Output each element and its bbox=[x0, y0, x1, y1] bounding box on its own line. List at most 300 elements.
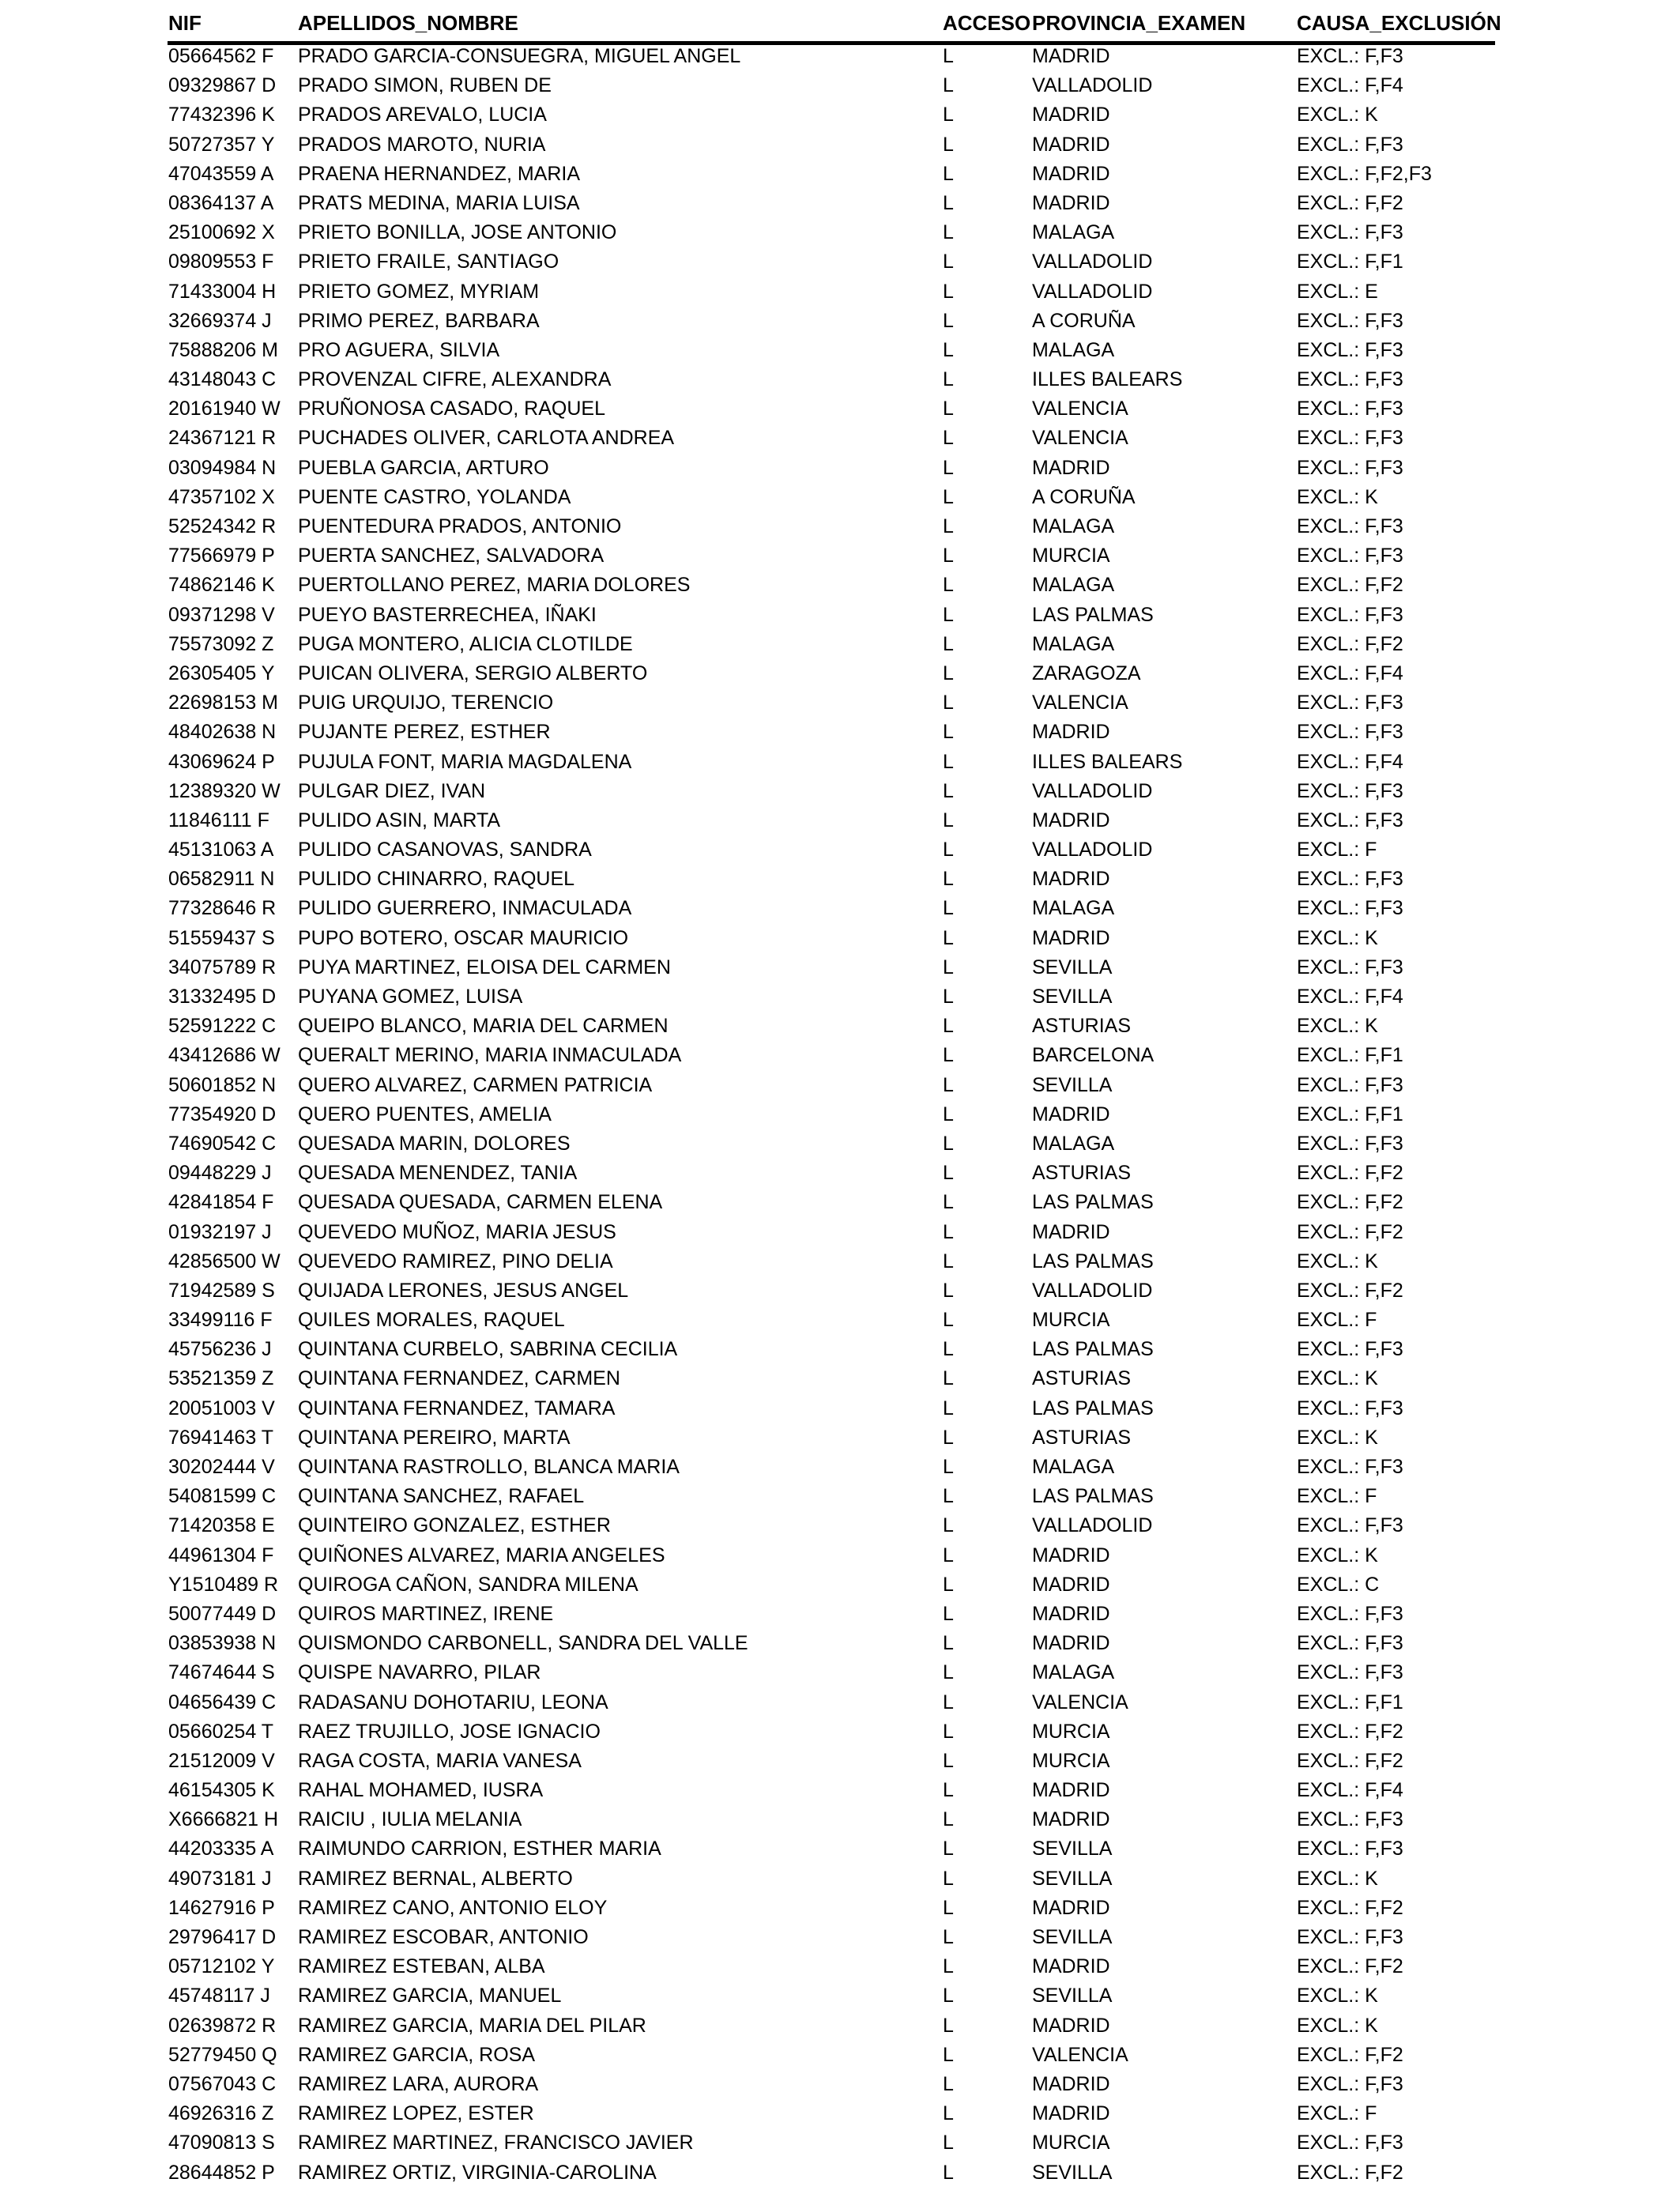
cell-acceso: L bbox=[943, 1955, 954, 1978]
cell-causa-exclusion: EXCL.: F,F3 bbox=[1297, 2132, 1403, 2154]
cell-acceso: L bbox=[943, 191, 954, 214]
cell-causa-exclusion: EXCL.: F,F3 bbox=[1297, 692, 1403, 714]
cell-causa-exclusion: EXCL.: F,F3 bbox=[1297, 1456, 1403, 1478]
cell-provincia-examen: MADRID bbox=[1032, 809, 1110, 831]
cell-provincia-examen: VALENCIA bbox=[1032, 692, 1128, 714]
table-row bbox=[0, 1188, 1680, 1217]
cell-provincia-examen: MADRID bbox=[1032, 1103, 1110, 1125]
table-row bbox=[0, 1335, 1680, 1364]
cell-nif: 47090813 S bbox=[168, 2132, 275, 2154]
cell-provincia-examen: MADRID bbox=[1032, 456, 1110, 479]
cell-acceso: L bbox=[943, 104, 954, 126]
cell-provincia-examen: LAS PALMAS bbox=[1032, 1191, 1154, 1214]
cell-provincia-examen: MADRID bbox=[1032, 1602, 1110, 1625]
table-row bbox=[0, 541, 1680, 571]
cell-causa-exclusion: EXCL.: F,F3 bbox=[1297, 897, 1403, 920]
cell-causa-exclusion: EXCL.: F,F3 bbox=[1297, 309, 1403, 332]
cell-provincia-examen: SEVILLA bbox=[1032, 1867, 1113, 1890]
cell-causa-exclusion: EXCL.: F,F2 bbox=[1297, 2043, 1403, 2066]
table-row bbox=[0, 748, 1680, 777]
cell-nif: 77328646 R bbox=[168, 897, 277, 920]
cell-causa-exclusion: EXCL.: F,F3 bbox=[1297, 1661, 1403, 1684]
cell-nif: 28644852 P bbox=[168, 2161, 275, 2184]
cell-acceso: L bbox=[943, 1485, 954, 1508]
cell-acceso: L bbox=[943, 897, 954, 920]
table-row bbox=[0, 2041, 1680, 2070]
cell-acceso: L bbox=[943, 515, 954, 537]
cell-provincia-examen: MALAGA bbox=[1032, 1132, 1115, 1155]
cell-causa-exclusion: EXCL.: F,F3 bbox=[1297, 1397, 1403, 1419]
cell-apellidos-nombre: RAIMUNDO CARRION, ESTHER MARIA bbox=[298, 1838, 661, 1860]
cell-nif: 50601852 N bbox=[168, 1073, 277, 1096]
cell-nif: X6666821 H bbox=[168, 1808, 279, 1831]
cell-apellidos-nombre: RAMIREZ MARTINEZ, FRANCISCO JAVIER bbox=[298, 2132, 694, 2154]
cell-provincia-examen: ASTURIAS bbox=[1032, 1426, 1132, 1449]
cell-nif: 31332495 D bbox=[168, 986, 277, 1008]
cell-provincia-examen: MADRID bbox=[1032, 1544, 1110, 1566]
cell-provincia-examen: LAS PALMAS bbox=[1032, 1250, 1154, 1272]
cell-causa-exclusion: EXCL.: K bbox=[1297, 2014, 1378, 2037]
cell-acceso: L bbox=[943, 1779, 954, 1802]
table-row bbox=[0, 424, 1680, 453]
cell-acceso: L bbox=[943, 1397, 954, 1419]
cell-nif: 45131063 A bbox=[168, 839, 274, 861]
cell-acceso: L bbox=[943, 1749, 954, 1772]
cell-causa-exclusion: EXCL.: F,F3 bbox=[1297, 809, 1403, 831]
table-row bbox=[0, 1453, 1680, 1482]
cell-acceso: L bbox=[943, 1926, 954, 1948]
cell-provincia-examen: MURCIA bbox=[1032, 1749, 1110, 1772]
cell-acceso: L bbox=[943, 868, 954, 891]
cell-provincia-examen: VALLADOLID bbox=[1032, 251, 1153, 273]
cell-causa-exclusion: EXCL.: F bbox=[1297, 1309, 1377, 1332]
cell-apellidos-nombre: RAICIU , IULIA MELANIA bbox=[298, 1808, 522, 1831]
cell-nif: 44961304 F bbox=[168, 1544, 274, 1566]
cell-nif: 77354920 D bbox=[168, 1103, 277, 1125]
cell-nif: 25100692 X bbox=[168, 221, 275, 244]
cell-provincia-examen: VALENCIA bbox=[1032, 427, 1128, 450]
cell-nif: 34075789 R bbox=[168, 956, 277, 978]
table-row bbox=[0, 1717, 1680, 1747]
table-row bbox=[0, 160, 1680, 189]
cell-acceso: L bbox=[943, 280, 954, 303]
cell-nif: 44203335 A bbox=[168, 1838, 274, 1860]
table-row bbox=[0, 777, 1680, 806]
cell-causa-exclusion: EXCL.: F,F3 bbox=[1297, 515, 1403, 537]
cell-provincia-examen: MADRID bbox=[1032, 868, 1110, 891]
cell-apellidos-nombre: QUIROGA CAÑON, SANDRA MILENA bbox=[298, 1573, 638, 1596]
cell-nif: 09448229 J bbox=[168, 1162, 272, 1185]
cell-apellidos-nombre: PRADOS AREVALO, LUCIA bbox=[298, 104, 547, 126]
cell-acceso: L bbox=[943, 1367, 954, 1390]
table-row bbox=[0, 718, 1680, 747]
table-row bbox=[0, 1894, 1680, 1923]
cell-apellidos-nombre: QUISMONDO CARBONELL, SANDRA DEL VALLE bbox=[298, 1632, 748, 1655]
cell-acceso: L bbox=[943, 986, 954, 1008]
cell-provincia-examen: ASTURIAS bbox=[1032, 1367, 1132, 1390]
table-row bbox=[0, 1100, 1680, 1129]
table-row bbox=[0, 894, 1680, 923]
cell-apellidos-nombre: QUERO ALVAREZ, CARMEN PATRICIA bbox=[298, 1073, 653, 1096]
cell-nif: 52524342 R bbox=[168, 515, 277, 537]
cell-acceso: L bbox=[943, 456, 954, 479]
table-row bbox=[0, 1688, 1680, 1717]
table-row bbox=[0, 1306, 1680, 1335]
cell-apellidos-nombre: RAHAL MOHAMED, IUSRA bbox=[298, 1779, 544, 1802]
cell-provincia-examen: SEVILLA bbox=[1032, 1838, 1113, 1860]
cell-nif: 50077449 D bbox=[168, 1602, 277, 1625]
cell-nif: 71433004 H bbox=[168, 280, 277, 303]
cell-apellidos-nombre: RAMIREZ BERNAL, ALBERTO bbox=[298, 1867, 573, 1890]
table-row bbox=[0, 1071, 1680, 1100]
cell-apellidos-nombre: PUPO BOTERO, OSCAR MAURICIO bbox=[298, 926, 629, 949]
cell-apellidos-nombre: QUINTANA FERNANDEZ, TAMARA bbox=[298, 1397, 616, 1419]
table-row bbox=[0, 1981, 1680, 2011]
cell-apellidos-nombre: QUESADA MENENDEZ, TANIA bbox=[298, 1162, 578, 1185]
table-row bbox=[0, 835, 1680, 865]
cell-apellidos-nombre: RAMIREZ LOPEZ, ESTER bbox=[298, 2102, 534, 2125]
cell-nif: 46154305 K bbox=[168, 1779, 275, 1802]
table-row bbox=[0, 218, 1680, 247]
cell-acceso: L bbox=[943, 603, 954, 626]
cell-nif: 21512009 V bbox=[168, 1749, 275, 1772]
cell-apellidos-nombre: QUIÑONES ALVAREZ, MARIA ANGELES bbox=[298, 1544, 665, 1566]
table-row bbox=[0, 1218, 1680, 1247]
cell-nif: 77432396 K bbox=[168, 104, 275, 126]
cell-apellidos-nombre: PRIETO GOMEZ, MYRIAM bbox=[298, 280, 540, 303]
cell-acceso: L bbox=[943, 1808, 954, 1831]
cell-acceso: L bbox=[943, 662, 954, 684]
table-row bbox=[0, 2011, 1680, 2041]
cell-causa-exclusion: EXCL.: F,F3 bbox=[1297, 1838, 1403, 1860]
cell-provincia-examen: MADRID bbox=[1032, 2072, 1110, 2095]
cell-causa-exclusion: EXCL.: K bbox=[1297, 926, 1378, 949]
cell-provincia-examen: MALAGA bbox=[1032, 574, 1115, 597]
cell-apellidos-nombre: QUIROS MARTINEZ, IRENE bbox=[298, 1602, 554, 1625]
cell-causa-exclusion: EXCL.: K bbox=[1297, 1867, 1378, 1890]
table-row bbox=[0, 1012, 1680, 1041]
table-row bbox=[0, 1394, 1680, 1423]
table-row bbox=[0, 1159, 1680, 1188]
cell-provincia-examen: SEVILLA bbox=[1032, 986, 1113, 1008]
cell-causa-exclusion: EXCL.: F,F1 bbox=[1297, 1044, 1403, 1067]
table-row bbox=[0, 1129, 1680, 1159]
cell-apellidos-nombre: PRO AGUERA, SILVIA bbox=[298, 338, 500, 361]
cell-causa-exclusion: EXCL.: F,F2 bbox=[1297, 1955, 1403, 1978]
cell-apellidos-nombre: PUERTOLLANO PEREZ, MARIA DOLORES bbox=[298, 574, 691, 597]
table-row bbox=[0, 1247, 1680, 1276]
cell-acceso: L bbox=[943, 1338, 954, 1361]
cell-causa-exclusion: EXCL.: F,F3 bbox=[1297, 1132, 1403, 1155]
cell-nif: 48402638 N bbox=[168, 721, 277, 744]
cell-apellidos-nombre: PRIETO BONILLA, JOSE ANTONIO bbox=[298, 221, 617, 244]
cell-acceso: L bbox=[943, 1838, 954, 1860]
cell-causa-exclusion: EXCL.: F,F3 bbox=[1297, 427, 1403, 450]
cell-provincia-examen: MADRID bbox=[1032, 2014, 1110, 2037]
cell-acceso: L bbox=[943, 133, 954, 156]
table-header bbox=[168, 8, 1501, 45]
cell-apellidos-nombre: PUEBLA GARCIA, ARTURO bbox=[298, 456, 549, 479]
cell-apellidos-nombre: PUENTEDURA PRADOS, ANTONIO bbox=[298, 515, 622, 537]
cell-acceso: L bbox=[943, 750, 954, 773]
cell-causa-exclusion: EXCL.: F,F4 bbox=[1297, 662, 1403, 684]
table-row bbox=[0, 2099, 1680, 2128]
cell-apellidos-nombre: PUYANA GOMEZ, LUISA bbox=[298, 986, 523, 1008]
cell-acceso: L bbox=[943, 721, 954, 744]
table-row bbox=[0, 1834, 1680, 1864]
cell-provincia-examen: MADRID bbox=[1032, 1955, 1110, 1978]
cell-acceso: L bbox=[943, 1661, 954, 1684]
cell-causa-exclusion: EXCL.: F,F3 bbox=[1297, 1514, 1403, 1537]
cell-causa-exclusion: EXCL.: F,F1 bbox=[1297, 1691, 1403, 1713]
cell-nif: 05664562 F bbox=[168, 45, 274, 67]
cell-causa-exclusion: EXCL.: F,F3 bbox=[1297, 868, 1403, 891]
table-row bbox=[0, 394, 1680, 424]
cell-provincia-examen: MALAGA bbox=[1032, 632, 1115, 655]
cell-causa-exclusion: EXCL.: K bbox=[1297, 1015, 1378, 1038]
cell-acceso: L bbox=[943, 162, 954, 185]
cell-causa-exclusion: EXCL.: F,F3 bbox=[1297, 1632, 1403, 1655]
cell-acceso: L bbox=[943, 1044, 954, 1067]
cell-nif: 26305405 Y bbox=[168, 662, 275, 684]
cell-apellidos-nombre: QUINTANA SANCHEZ, RAFAEL bbox=[298, 1485, 585, 1508]
cell-provincia-examen: MADRID bbox=[1032, 191, 1110, 214]
cell-provincia-examen: ASTURIAS bbox=[1032, 1162, 1132, 1185]
cell-acceso: L bbox=[943, 2132, 954, 2154]
cell-acceso: L bbox=[943, 1691, 954, 1713]
cell-nif: 74862146 K bbox=[168, 574, 275, 597]
cell-nif: 01932197 J bbox=[168, 1220, 272, 1243]
table-row bbox=[0, 688, 1680, 718]
cell-causa-exclusion: EXCL.: E bbox=[1297, 280, 1378, 303]
cell-provincia-examen: SEVILLA bbox=[1032, 1985, 1113, 2007]
cell-provincia-examen: ASTURIAS bbox=[1032, 1015, 1132, 1038]
table-row bbox=[0, 189, 1680, 218]
cell-causa-exclusion: EXCL.: K bbox=[1297, 485, 1378, 508]
cell-nif: 11846111 F bbox=[168, 809, 269, 831]
cell-provincia-examen: MALAGA bbox=[1032, 515, 1115, 537]
cell-apellidos-nombre: PRAENA HERNANDEZ, MARIA bbox=[298, 162, 581, 185]
cell-provincia-examen: VALLADOLID bbox=[1032, 779, 1153, 802]
cell-provincia-examen: VALLADOLID bbox=[1032, 1514, 1153, 1537]
table-row bbox=[0, 2158, 1680, 2188]
cell-apellidos-nombre: PUIG URQUIJO, TERENCIO bbox=[298, 692, 554, 714]
cell-nif: 43148043 C bbox=[168, 368, 277, 391]
table-row bbox=[0, 659, 1680, 688]
cell-causa-exclusion: EXCL.: F,F2 bbox=[1297, 1191, 1403, 1214]
cell-causa-exclusion: EXCL.: F,F4 bbox=[1297, 986, 1403, 1008]
cell-apellidos-nombre: PUGA MONTERO, ALICIA CLOTILDE bbox=[298, 632, 633, 655]
cell-causa-exclusion: EXCL.: F,F3 bbox=[1297, 398, 1403, 420]
cell-acceso: L bbox=[943, 1132, 954, 1155]
cell-nif: 46926316 Z bbox=[168, 2102, 274, 2125]
cell-apellidos-nombre: QUEVEDO MUÑOZ, MARIA JESUS bbox=[298, 1220, 616, 1243]
cell-provincia-examen: MADRID bbox=[1032, 45, 1110, 67]
cell-acceso: L bbox=[943, 956, 954, 978]
cell-provincia-examen: VALLADOLID bbox=[1032, 280, 1153, 303]
cell-acceso: L bbox=[943, 427, 954, 450]
cell-acceso: L bbox=[943, 338, 954, 361]
cell-provincia-examen: MADRID bbox=[1032, 1632, 1110, 1655]
cell-causa-exclusion: EXCL.: F,F3 bbox=[1297, 1073, 1403, 1096]
cell-acceso: L bbox=[943, 632, 954, 655]
cell-apellidos-nombre: PROVENZAL CIFRE, ALEXANDRA bbox=[298, 368, 612, 391]
cell-apellidos-nombre: PRIMO PEREZ, BARBARA bbox=[298, 309, 540, 332]
cell-apellidos-nombre: RAEZ TRUJILLO, JOSE IGNACIO bbox=[298, 1720, 601, 1743]
cell-nif: 14627916 P bbox=[168, 1896, 275, 1919]
cell-acceso: L bbox=[943, 1544, 954, 1566]
cell-acceso: L bbox=[943, 1632, 954, 1655]
cell-acceso: L bbox=[943, 398, 954, 420]
cell-acceso: L bbox=[943, 2072, 954, 2095]
cell-acceso: L bbox=[943, 74, 954, 97]
cell-acceso: L bbox=[943, 1073, 954, 1096]
cell-provincia-examen: MADRID bbox=[1032, 1896, 1110, 1919]
cell-causa-exclusion: EXCL.: F,F3 bbox=[1297, 1602, 1403, 1625]
cell-apellidos-nombre: QUEIPO BLANCO, MARIA DEL CARMEN bbox=[298, 1015, 669, 1038]
cell-nif: 02639872 R bbox=[168, 2014, 277, 2037]
cell-causa-exclusion: EXCL.: F,F3 bbox=[1297, 1808, 1403, 1831]
cell-acceso: L bbox=[943, 574, 954, 597]
cell-nif: 03853938 N bbox=[168, 1632, 277, 1655]
cell-nif: 75573092 Z bbox=[168, 632, 274, 655]
cell-apellidos-nombre: QUEVEDO RAMIREZ, PINO DELIA bbox=[298, 1250, 613, 1272]
cell-provincia-examen: MALAGA bbox=[1032, 1661, 1115, 1684]
cell-apellidos-nombre: RAGA COSTA, MARIA VANESA bbox=[298, 1749, 582, 1772]
cell-provincia-examen: MADRID bbox=[1032, 133, 1110, 156]
cell-causa-exclusion: EXCL.: F bbox=[1297, 1485, 1377, 1508]
cell-causa-exclusion: EXCL.: F,F2 bbox=[1297, 1749, 1403, 1772]
cell-acceso: L bbox=[943, 1896, 954, 1919]
cell-nif: 20051003 V bbox=[168, 1397, 275, 1419]
cell-nif: 24367121 R bbox=[168, 427, 277, 450]
cell-causa-exclusion: EXCL.: F,F3 bbox=[1297, 45, 1403, 67]
cell-nif: 51559437 S bbox=[168, 926, 275, 949]
cell-apellidos-nombre: RAMIREZ ESCOBAR, ANTONIO bbox=[298, 1926, 589, 1948]
header-provincia-examen: PROVINCIA_EXAMEN bbox=[1032, 11, 1246, 35]
cell-provincia-examen: SEVILLA bbox=[1032, 956, 1113, 978]
cell-apellidos-nombre: PRUÑONOSA CASADO, RAQUEL bbox=[298, 398, 605, 420]
table-row bbox=[0, 512, 1680, 541]
cell-apellidos-nombre: PRADO GARCIA-CONSUEGRA, MIGUEL ANGEL bbox=[298, 45, 741, 67]
table-row bbox=[0, 1570, 1680, 1600]
cell-provincia-examen: VALENCIA bbox=[1032, 2043, 1128, 2066]
cell-causa-exclusion: EXCL.: F,F2 bbox=[1297, 1896, 1403, 1919]
cell-apellidos-nombre: RAMIREZ GARCIA, ROSA bbox=[298, 2043, 536, 2066]
cell-causa-exclusion: EXCL.: K bbox=[1297, 1985, 1378, 2007]
cell-acceso: L bbox=[943, 839, 954, 861]
cell-nif: 12389320 W bbox=[168, 779, 281, 802]
cell-apellidos-nombre: PUERTA SANCHEZ, SALVADORA bbox=[298, 545, 605, 567]
cell-acceso: L bbox=[943, 1191, 954, 1214]
cell-acceso: L bbox=[943, 1015, 954, 1038]
table-row bbox=[0, 1423, 1680, 1453]
cell-acceso: L bbox=[943, 1867, 954, 1890]
cell-nif: 52591222 C bbox=[168, 1015, 277, 1038]
cell-apellidos-nombre: RAMIREZ GARCIA, MANUEL bbox=[298, 1985, 562, 2007]
header-nif: NIF bbox=[168, 11, 202, 35]
cell-causa-exclusion: EXCL.: F,F3 bbox=[1297, 603, 1403, 626]
cell-nif: Y1510489 R bbox=[168, 1573, 279, 1596]
cell-acceso: L bbox=[943, 2014, 954, 2037]
table-row bbox=[0, 630, 1680, 659]
cell-nif: 43412686 W bbox=[168, 1044, 281, 1067]
cell-causa-exclusion: EXCL.: F,F2 bbox=[1297, 574, 1403, 597]
cell-acceso: L bbox=[943, 485, 954, 508]
table-row bbox=[0, 806, 1680, 835]
cell-nif: 54081599 C bbox=[168, 1485, 277, 1508]
table-row bbox=[0, 1629, 1680, 1658]
cell-acceso: L bbox=[943, 1573, 954, 1596]
cell-apellidos-nombre: QUESADA QUESADA, CARMEN ELENA bbox=[298, 1191, 663, 1214]
cell-apellidos-nombre: PUEYO BASTERRECHEA, IÑAKI bbox=[298, 603, 597, 626]
cell-apellidos-nombre: QUERALT MERINO, MARIA INMACULADA bbox=[298, 1044, 682, 1067]
table-row bbox=[0, 1658, 1680, 1687]
cell-causa-exclusion: EXCL.: F,F3 bbox=[1297, 368, 1403, 391]
cell-nif: 74690542 C bbox=[168, 1132, 277, 1155]
table-row bbox=[0, 1805, 1680, 1834]
cell-provincia-examen: VALENCIA bbox=[1032, 398, 1128, 420]
cell-apellidos-nombre: PULIDO CHINARRO, RAQUEL bbox=[298, 868, 575, 891]
cell-acceso: L bbox=[943, 45, 954, 67]
cell-acceso: L bbox=[943, 368, 954, 391]
cell-apellidos-nombre: RAMIREZ CANO, ANTONIO ELOY bbox=[298, 1896, 608, 1919]
cell-causa-exclusion: EXCL.: F,F3 bbox=[1297, 133, 1403, 156]
cell-acceso: L bbox=[943, 251, 954, 273]
table-row bbox=[0, 71, 1680, 100]
table-row bbox=[0, 454, 1680, 483]
cell-apellidos-nombre: PUICAN OLIVERA, SERGIO ALBERTO bbox=[298, 662, 648, 684]
table-row bbox=[0, 130, 1680, 160]
table-row bbox=[0, 1276, 1680, 1306]
cell-provincia-examen: SEVILLA bbox=[1032, 1926, 1113, 1948]
table-row bbox=[0, 336, 1680, 365]
cell-acceso: L bbox=[943, 1103, 954, 1125]
cell-nif: 47043559 A bbox=[168, 162, 274, 185]
cell-nif: 04656439 C bbox=[168, 1691, 277, 1713]
cell-provincia-examen: MADRID bbox=[1032, 1573, 1110, 1596]
table-row bbox=[0, 483, 1680, 512]
cell-causa-exclusion: EXCL.: F,F1 bbox=[1297, 1103, 1403, 1125]
cell-causa-exclusion: EXCL.: F,F1 bbox=[1297, 251, 1403, 273]
cell-nif: 71942589 S bbox=[168, 1279, 275, 1302]
table-row bbox=[0, 42, 1680, 71]
cell-provincia-examen: MALAGA bbox=[1032, 897, 1115, 920]
table-row bbox=[0, 1952, 1680, 1981]
cell-nif: 06582911 N bbox=[168, 868, 275, 891]
table-row bbox=[0, 247, 1680, 277]
cell-nif: 03094984 N bbox=[168, 456, 277, 479]
cell-provincia-examen: MALAGA bbox=[1032, 221, 1115, 244]
cell-nif: 77566979 P bbox=[168, 545, 275, 567]
cell-provincia-examen: VALLADOLID bbox=[1032, 74, 1153, 97]
cell-causa-exclusion: EXCL.: F,F4 bbox=[1297, 1779, 1403, 1802]
cell-nif: 30202444 V bbox=[168, 1456, 275, 1478]
cell-causa-exclusion: EXCL.: F,F2 bbox=[1297, 1220, 1403, 1243]
cell-apellidos-nombre: QUINTANA CURBELO, SABRINA CECILIA bbox=[298, 1338, 678, 1361]
cell-apellidos-nombre: RAMIREZ ESTEBAN, ALBA bbox=[298, 1955, 545, 1978]
cell-acceso: L bbox=[943, 1220, 954, 1243]
table-row bbox=[0, 571, 1680, 600]
cell-apellidos-nombre: PRADOS MAROTO, NURIA bbox=[298, 133, 546, 156]
cell-nif: 71420358 E bbox=[168, 1514, 275, 1537]
table-row bbox=[0, 1482, 1680, 1511]
cell-acceso: L bbox=[943, 809, 954, 831]
cell-causa-exclusion: EXCL.: F,F2 bbox=[1297, 191, 1403, 214]
cell-provincia-examen: MADRID bbox=[1032, 926, 1110, 949]
cell-provincia-examen: A CORUÑA bbox=[1032, 485, 1136, 508]
cell-apellidos-nombre: QUESADA MARIN, DOLORES bbox=[298, 1132, 571, 1155]
